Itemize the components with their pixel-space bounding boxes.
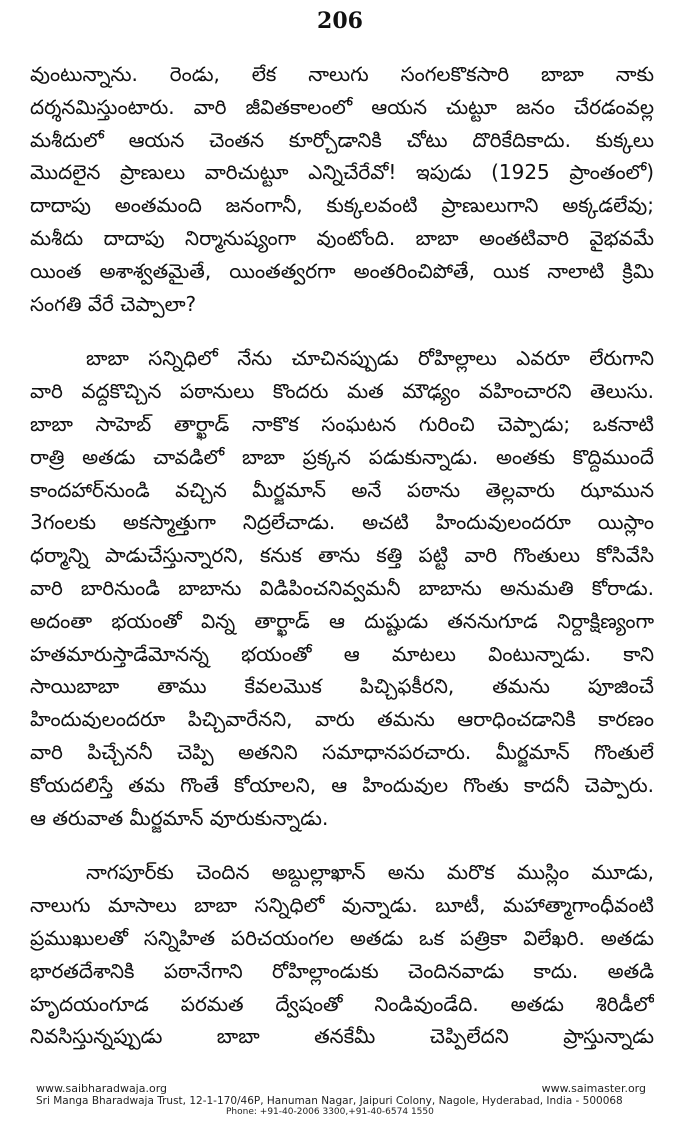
text-line: హిందువులందరూ పిచ్చివారేనని, వారు తమను ఆరాధించడానికి కారణం	[30, 707, 654, 732]
text-line: బాబా సాహెబ్ తార్ఖాడ్ నాకొక సంఘటన గురించి చెప్పాడు; ఒకనాటి	[30, 411, 654, 436]
page-footer	[36, 1082, 646, 1118]
text-line: మొదలైన ప్రాణులు వారిచుట్టూ ఎన్నిచేరేవో! ఇపుడు (1925 ప్రాంతంలో)	[30, 160, 654, 185]
paragraph	[30, 342, 654, 834]
text-line: మశీదు దాదాపు నిర్మానుష్యంగా వుంటోంది. బాబా అంతటివారి వైభవమే	[30, 225, 654, 250]
text-line: రాత్రి అతడు చావడిలో బాబా ప్రక్కన పడుకున్నాడు. అంతకు కొద్దిముందే	[30, 444, 654, 469]
text-line: నాలుగు మాసాలు బాబా సన్నిధిలో వున్నాడు. బూటీ, మహాత్మాగాంధీవంటి	[30, 893, 654, 918]
text-line: వారి వద్దకొచ్చిన పఠానులు కొందరు మత మౌఢ్యం వహించారని తెలుసు.	[30, 379, 654, 404]
text-line: హతమారుస్తాడేమోనన్న భయంతో ఆ మాటలు వింటున్నాడు. కాని	[30, 641, 654, 666]
text-line: సాయిబాబా తాము కేవలమొక పిచ్చిఫకీరని, తమను పూజించే	[30, 674, 654, 699]
text-line: నివసిస్తున్నప్పుడు బాబా తనకేమీ చెప్పిలేదని ప్రాస్తున్నాడు	[30, 1024, 654, 1049]
text-line: హృదయంగూడ పరమత ద్వేషంతో నిండివుండేది. అతడు శిరిడీలో	[30, 991, 654, 1016]
paragraph	[30, 856, 654, 1053]
text-line: యింత అశాశ్వతమైతే, యింతత్వరగా అంతరించిపోతే, యిక నాలాటి క్రిమి	[30, 258, 654, 283]
paragraph	[30, 58, 654, 320]
website-link-right[interactable]: www.saimaster.org	[541, 1082, 646, 1095]
text-line: 3గంలకు అకస్మాత్తుగా నిద్రలేచాడు. అచటి హిందువులందరూ యిస్లాం	[30, 510, 654, 535]
page-body	[30, 58, 654, 1053]
text-line: ధర్మాన్ని పాడుచేస్తున్నారని, కనుక తాను కత్తి పట్టి వారి గొంతులు కోసివేసి	[30, 543, 654, 568]
text-line: సంగతి వేరే చెప్పాలా?	[30, 291, 197, 316]
text-line: అదంతా భయంతో విన్న తార్ఖాడ్ ఆ దుష్టుడు తననుగూడ నిర్దాక్షిణ్యంగా	[30, 608, 654, 633]
text-line: భారతదేశానికి పఠానేగాని రోహిల్లాండుకు చెందినవాడు కాదు. అతడి	[30, 958, 654, 983]
text-line: ఆ తరువాత మీర్జమాన్ వూరుకున్నాడు.	[30, 805, 329, 830]
text-line: మశీదులో ఆయన చెంతన కూర్చోడానికి చోటు దొరికేదికాదు. కుక్కలు	[30, 127, 654, 152]
footer-phone: Phone: +91-40-2006 3300,+91-40-6574 1550	[226, 1107, 434, 1117]
text-line: నాగపూర్‌కు చెందిన అబ్దుల్లాఖాన్ అను మరొక ముస్లిం మూడు,	[86, 860, 654, 885]
footer-address: Sri Manga Bharadwaja Trust, 12-1-170/46P, Hanuman Nagar, Jaipuri Colony, Nagole, Hyderabad, India - 500068	[36, 1095, 623, 1107]
text-line: దర్శనమిస్తుంటారు. వారి జీవితకాలంలో ఆయన చుట్టూ జనం చేరడంవల్ల	[30, 94, 654, 119]
text-line: కాందహార్‌నుండి వచ్చిన మీర్జమాన్ అనే పఠాను తెల్లవారు ఝామున	[30, 477, 654, 502]
text-line: వుంటున్నాను. రెండు, లేక నాలుగు సంగలకొకసారి బాబా నాకు	[30, 62, 654, 86]
page-number: 206	[317, 8, 363, 34]
text-line: వారి బారినుండి బాబాను విడిపించనివ్వమనీ బాబాను అనుమతి కోరాడు.	[30, 575, 654, 600]
text-line: వారి పిచ్చేననీ చెప్పి అతనిని సమాధానపరచారు. మీర్జమాన్ గొంతులే	[30, 739, 654, 764]
text-line: బాబా సన్నిధిలో నేను చూచినప్పుడు రోహిల్లాలు ఎవరూ లేరుగాని	[86, 346, 654, 371]
website-link-left[interactable]: www.saibharadwaja.org	[36, 1082, 168, 1095]
text-line: కోయదలిస్తే తమ గొంతే కోయాలని, ఆ హిందువుల గొంతు కాదనీ చెప్పారు.	[30, 772, 654, 797]
text-line: దాదాపు అంతమంది జనంగానీ, కుక్కలవంటి ప్రాణులుగాని అక్కడలేవు;	[30, 193, 654, 218]
footer-websites	[36, 1082, 646, 1095]
text-line: ప్రముఖులతో సన్నిహిత పరిచయంగల అతడు ఒక పత్రికా విలేఖరి. అతడు	[30, 925, 654, 950]
